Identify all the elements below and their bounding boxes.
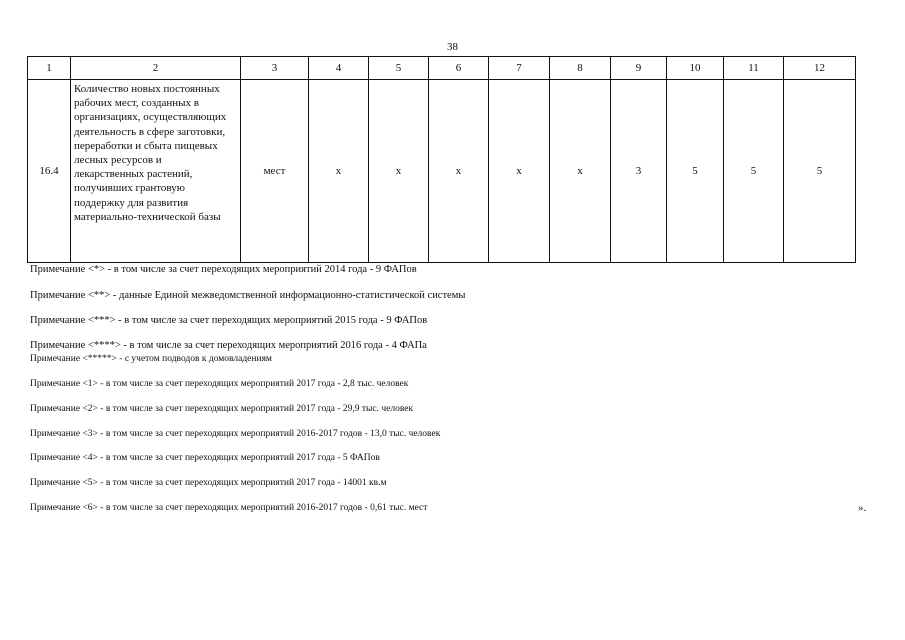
note-item: Примечание <1> - в том числе за счет переходящих мероприятий 2017 года - 2,8 тыс. человек <box>30 379 409 389</box>
table-header-row <box>28 57 856 80</box>
note-item: Примечание <2> - в том числе за счет переходящих мероприятий 2017 года - 29,9 тыс. человек <box>30 404 414 414</box>
description-line: лесных ресурсов и <box>74 154 162 167</box>
note-item: Примечание <6> - в том числе за счет переходящих мероприятий 2016-2017 годов - 0,61 тыс. мест <box>30 503 428 513</box>
row-value-cell: х <box>429 80 489 263</box>
description-line: переработки и сбыта пищевых <box>74 139 218 152</box>
row-value-cell: 5 <box>667 80 724 263</box>
note-item: Примечание <**> - данные Единой межведомственной информационно-статистической системы <box>30 290 466 301</box>
header-cell-5: 5 <box>369 57 429 80</box>
header-cell-4: 4 <box>309 57 369 80</box>
description-line: Количество новых постоянных <box>74 83 220 95</box>
closing-quote: ». <box>858 502 867 514</box>
header-cell-12: 12 <box>784 57 856 80</box>
header-cell-11: 11 <box>724 57 784 80</box>
note-item: Примечание <****> - в том числе за счет переходящих мероприятий 2016 года - 4 ФАПа <box>30 340 427 351</box>
note-item: Примечание <*> - в том числе за счет переходящих мероприятий 2014 года - 9 ФАПов <box>30 264 417 275</box>
row-value-cell: 5 <box>784 80 856 263</box>
description-line: деятельность в сфере заготовки, <box>74 125 226 138</box>
note-item: Примечание <5> - в том числе за счет переходящих мероприятий 2017 года - 14001 кв.м <box>30 478 387 488</box>
header-cell-6: 6 <box>429 57 489 80</box>
description-line: получивших грантовую <box>74 182 185 195</box>
note-item: Примечание <***> - в том числе за счет переходящих мероприятий 2015 года - 9 ФАПов <box>30 315 428 326</box>
row-value-cell: х <box>550 80 611 263</box>
header-cell-7: 7 <box>489 57 550 80</box>
note-item: Примечание <*****> - с учетом подводов к домовладениям <box>30 354 272 364</box>
indicator-table <box>27 56 856 263</box>
description-line: материально-технической базы <box>74 210 221 223</box>
description-line: рабочих мест, созданных в <box>74 97 199 110</box>
description-line: лекарственных растений, <box>74 168 193 181</box>
header-cell-2: 2 <box>71 57 241 80</box>
row-value-cell: 5 <box>724 80 784 263</box>
description-line: организациях, осуществляющих <box>74 111 227 124</box>
row-value-cell: х <box>489 80 550 263</box>
row-index-cell: 16.4 <box>28 80 71 263</box>
note-item: Примечание <3> - в том числе за счет переходящих мероприятий 2016-2017 годов - 13,0 тыс. человек <box>30 429 441 439</box>
note-item: Примечание <4> - в том числе за счет переходящих мероприятий 2017 года - 5 ФАПов <box>30 453 380 463</box>
page-number: 38 <box>447 41 458 53</box>
header-cell-3: 3 <box>241 57 309 80</box>
header-cell-1: 1 <box>28 57 71 80</box>
row-value-cell: х <box>369 80 429 263</box>
row-value-cell: 3 <box>611 80 667 263</box>
description-line: поддержку для развития <box>74 196 189 209</box>
row-description-cell <box>71 80 241 263</box>
table-row <box>28 80 856 263</box>
row-unit-cell: мест <box>241 80 309 263</box>
header-cell-9: 9 <box>611 57 667 80</box>
header-cell-8: 8 <box>550 57 611 80</box>
row-value-cell: х <box>309 80 369 263</box>
header-cell-10: 10 <box>667 57 724 80</box>
